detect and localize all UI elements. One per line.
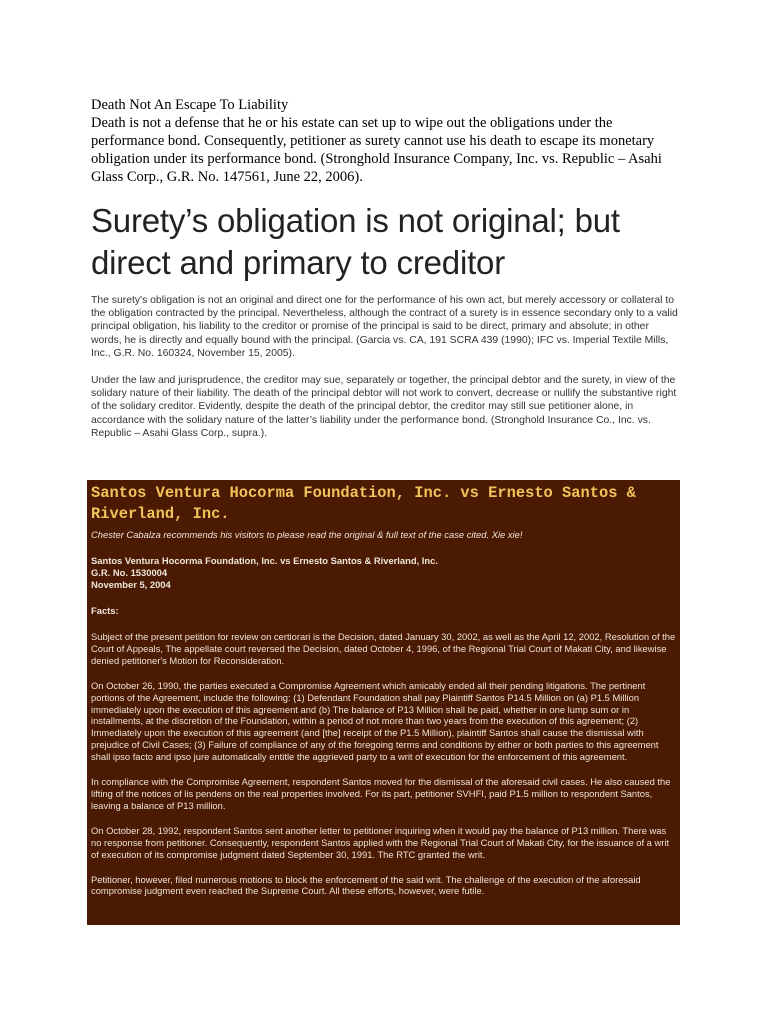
document-page xyxy=(91,96,681,454)
section-title: Death Not An Escape To Liability xyxy=(91,97,289,113)
facts-paragraph: In compliance with the Compromise Agreement, respondent Santos moved for the dismissal of the aforesaid civil cases. He also caused the lifting of the notices of lis pendens on the real properties involved. For its part, petitioner SVHFI, paid P1.5 million to respondent Santos, leaving a balance of P13 million. xyxy=(91,776,671,811)
case-name: Santos Ventura Hocorma Foundation, Inc. vs Ernesto Santos & Riverland, Inc. xyxy=(91,555,438,566)
case-date: November 5, 2004 xyxy=(91,579,171,590)
main-heading: Surety’s obligation is not original; but direct and primary to creditor xyxy=(91,202,620,281)
paragraph: Under the law and jurisprudence, the creditor may sue, separately or together, the principal debtor and the surety, in view of the solidary nature of their liability. The death of the principal debtor will not work to convert, decrease or nullify the substantive right of the solidary creditor. Evidently, despite the death of the principal debtor, the creditor may still sue petitioner alone, in accordance with the solidary nature of the latter’s liability under the performance bond. (Stronghold Insurance Co., Inc. vs. Republic – Asahi Glass Corp., supra.). xyxy=(91,375,677,439)
facts-label: Facts: xyxy=(91,605,119,616)
case-citation xyxy=(91,555,676,591)
facts-paragraph: Petitioner, however, filed numerous motions to block the enforcement of the said writ. The challenge of the execution of the aforesaid compromise judgment even reached the Supreme Court. All these efforts, however, were futile. xyxy=(91,873,641,897)
case-gr-number: G.R. No. 1530004 xyxy=(91,567,168,578)
facts-paragraph: On October 26, 1990, the parties executed a Compromise Agreement which amicably ended all their pending litigations. The pertinent portions of the Agreement, include the following: (1) Defendant Foundation shall pay Plaintiff Santos P14.5 Million on (a) P1.5 Million immediately upon the execution of this agreement and (b) The balance of P13 Million shall be paid, whether in one lump sum or in installments, at the discretion of the Foundation, within a period of not more than two years from the execution of this agreement; (2) Immediately upon the execution of this agreement (and [the] receipt of the P1.5 Million), plaintiff Santos shall cause the dismissal with prejudice of Civil Cases; (3) Failure of compliance of any of the foregoing terms and conditions by either or both parties to this agreement shall ipso facto and ipso jure automatically entitle the aggrieved party to a writ of execution for the enforcement of this agreement. xyxy=(91,679,659,763)
facts-paragraph: On October 28, 1992, respondent Santos sent another letter to petitioner inquiring when it would pay the balance of P13 million. There was no response from petitioner. Consequently, respondent Santos applied with the Regional Trial Court of Makati City, for the issuance of a writ of execution of its compromise judgment dated September 30, 1991. The RTC granted the writ. xyxy=(91,824,670,860)
section-body: Death is not a defense that he or his estate can set up to wipe out the obligations under the performance bond. Consequently, petitioner as surety cannot use his death to escape its monetary obligation under its performance bond. (Stronghold Insurance Company, Inc. vs. Republic – Asahi Glass Corp., G.R. No. 147561, June 22, 2006). xyxy=(91,115,662,185)
case-digest-box xyxy=(87,480,680,925)
paragraph: The surety's obligation is not an original and direct one for the performance of his own act, but merely accessory or collateral to the obligation contracted by the principal. Nevertheless, although the contract of a surety is in essence secondary only to a valid principal obligation, his liability to the creditor or promise of the principal is said to be direct, primary and absolute; in other words, he is directly and equally bound with the principal. (Garcia vs. CA, 191 SCRA 439 (1990); IFC vs. Imperial Textile Mills, Inc., G.R. No. 160324, November 15, 2005). xyxy=(91,295,678,359)
recommendation-note: Chester Cabalza recommends his visitors to please read the original & full text of the case cited. Xie xie! xyxy=(91,529,523,540)
facts-paragraph: Subject of the present petition for review on certiorari is the Decision, dated January 30, 2002, as well as the April 12, 2002, Resolution of the Court of Appeals, The appellate court reversed the Decision, dated October 4, 1996, of the Regional Trial Court of Makati City, and likewise denied petitioner's Motion for Reconsideration. xyxy=(91,631,676,666)
case-title: Santos Ventura Hocorma Foundation, Inc. vs Ernesto Santos & Riverland, Inc. xyxy=(91,484,636,523)
